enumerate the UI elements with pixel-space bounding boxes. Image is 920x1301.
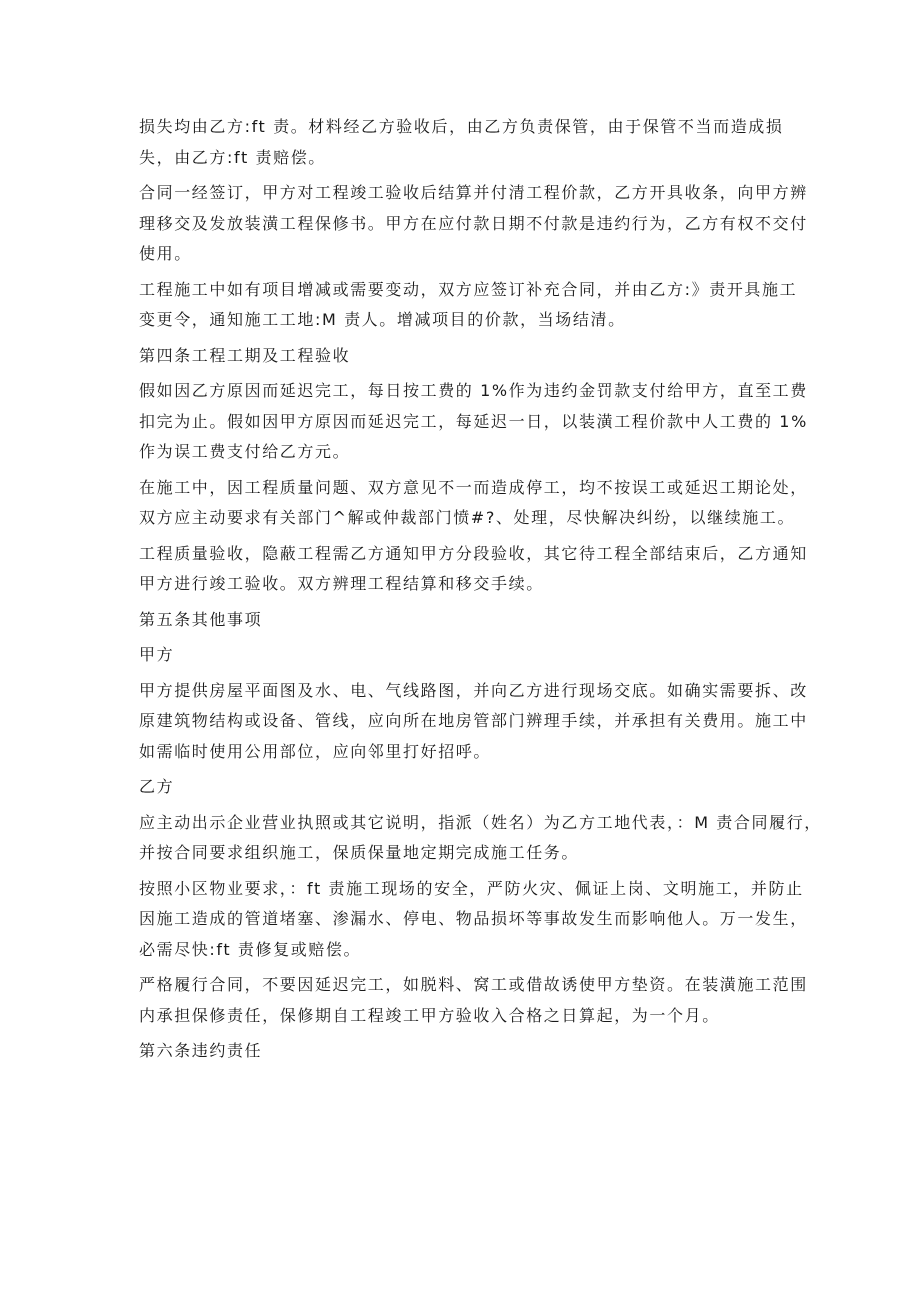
- heading-text: 第四条工程工期及工程验收: [139, 345, 351, 365]
- paragraph-p7: [139, 676, 808, 768]
- paragraph-p8: [139, 808, 822, 869]
- subheading-party-a: [139, 640, 799, 671]
- paragraph-p10: [139, 970, 808, 1031]
- text-line: 工程质量验收，隐蔽工程需乙方通知甲方分段验收，其它待工程全部结束后，乙方通知: [139, 543, 808, 563]
- subheading-text: 乙方: [139, 777, 175, 796]
- text-line: 甲方提供房屋平面图及水、电、气线路图，并向乙方进行现场交底。如确实需要拆、改: [139, 680, 808, 700]
- text-line: 变更令，通知施工工地:M 责人。增减项目的价款，当场结清。: [139, 310, 626, 329]
- text-line: 因施工造成的管道堵塞、渗漏水、停电、物品损坏等事故发生而影响他人。万一发生，: [139, 909, 808, 928]
- paragraph-p4: [139, 376, 808, 468]
- text-line: 原建筑物结构或设备、管线，应向所在地房管部门辨理手续，并承担有关费用。施工中: [139, 711, 808, 730]
- subheading-text: 甲方: [139, 645, 175, 664]
- section-heading-6: [139, 1036, 799, 1067]
- paragraph-p1: [139, 112, 799, 173]
- text-line: 内承担保修责任，保修期自工程竣工甲方验收入合格之日算起，为一个月。: [139, 1005, 720, 1025]
- paragraph-p2: [139, 178, 808, 270]
- text-line: 应主动出示企业营业执照或其它说明，指派（姓名）为乙方工地代表，：M 责合同履行，: [139, 812, 822, 832]
- document-page: [139, 112, 822, 1067]
- paragraph-p9: [139, 874, 808, 966]
- text-line: 工程施工中如有项目增减或需要变动，双方应签订补充合同，并由乙方:》责开具施工: [139, 279, 798, 299]
- paragraph-p5: [139, 473, 808, 534]
- text-line: 作为误工费支付给乙方元。: [139, 442, 351, 461]
- section-heading-5: [139, 605, 799, 636]
- text-line: 如需临时使用公用部位，应向邻里打好招呼。: [139, 741, 492, 761]
- text-line: 理移交及发放装潢工程保修书。甲方在应付款日期不付款是违约行为，乙方有权不交付: [139, 213, 808, 233]
- text-line: 并按合同要求组织施工，保质保量地定期完成施工任务。: [139, 843, 580, 862]
- text-line: 假如因乙方原因而延迟完工，每日按工费的 1%作为违约金罚款支付给甲方，直至工费: [139, 381, 808, 400]
- text-line: 严格履行合同，不要因延迟完工，如脱料、窝工或借故诱使甲方垫资。在装潢施工范围: [139, 975, 808, 994]
- text-line: 按照小区物业要求，：ft 责施工现场的安全，严防火灾、佩证上岗、文明施工，并防止: [139, 878, 804, 898]
- subheading-party-b: [139, 772, 799, 803]
- text-line: 使用。: [139, 244, 192, 263]
- text-line: 双方应主动要求有关部门^解或仲裁部门愤#?、处理，尽快解决纠纷，以继续施工。: [139, 508, 796, 527]
- heading-text: 第五条其他事项: [139, 609, 263, 629]
- text-line: 扣完为止。假如因甲方原因而延迟完工，每延迟一日，以装潢工程价款中人工费的 1%: [139, 411, 808, 431]
- text-line: 失，由乙方:ft 责赔偿。: [139, 147, 326, 167]
- text-line: 损失均由乙方:ft 责。材料经乙方验收后，由乙方负责保管，由于保管不当而造成损: [139, 117, 784, 136]
- paragraph-p6: [139, 539, 808, 600]
- text-line: 在施工中，因工程质量问题、双方意见不一而造成停工，均不按误工或延迟工期论处，: [139, 477, 808, 497]
- section-heading-4: [139, 341, 799, 372]
- paragraph-p3: [139, 275, 799, 336]
- text-line: 甲方进行竣工验收。双方辨理工程结算和移交手续。: [139, 574, 544, 593]
- text-line: 合同一经签订，甲方对工程竣工验收后结算并付清工程价款，乙方开具收条，向甲方辨: [139, 183, 808, 202]
- text-line: 必需尽快:ft 责修复或赔偿。: [139, 939, 362, 959]
- heading-text: 第六条违约责任: [139, 1041, 263, 1060]
